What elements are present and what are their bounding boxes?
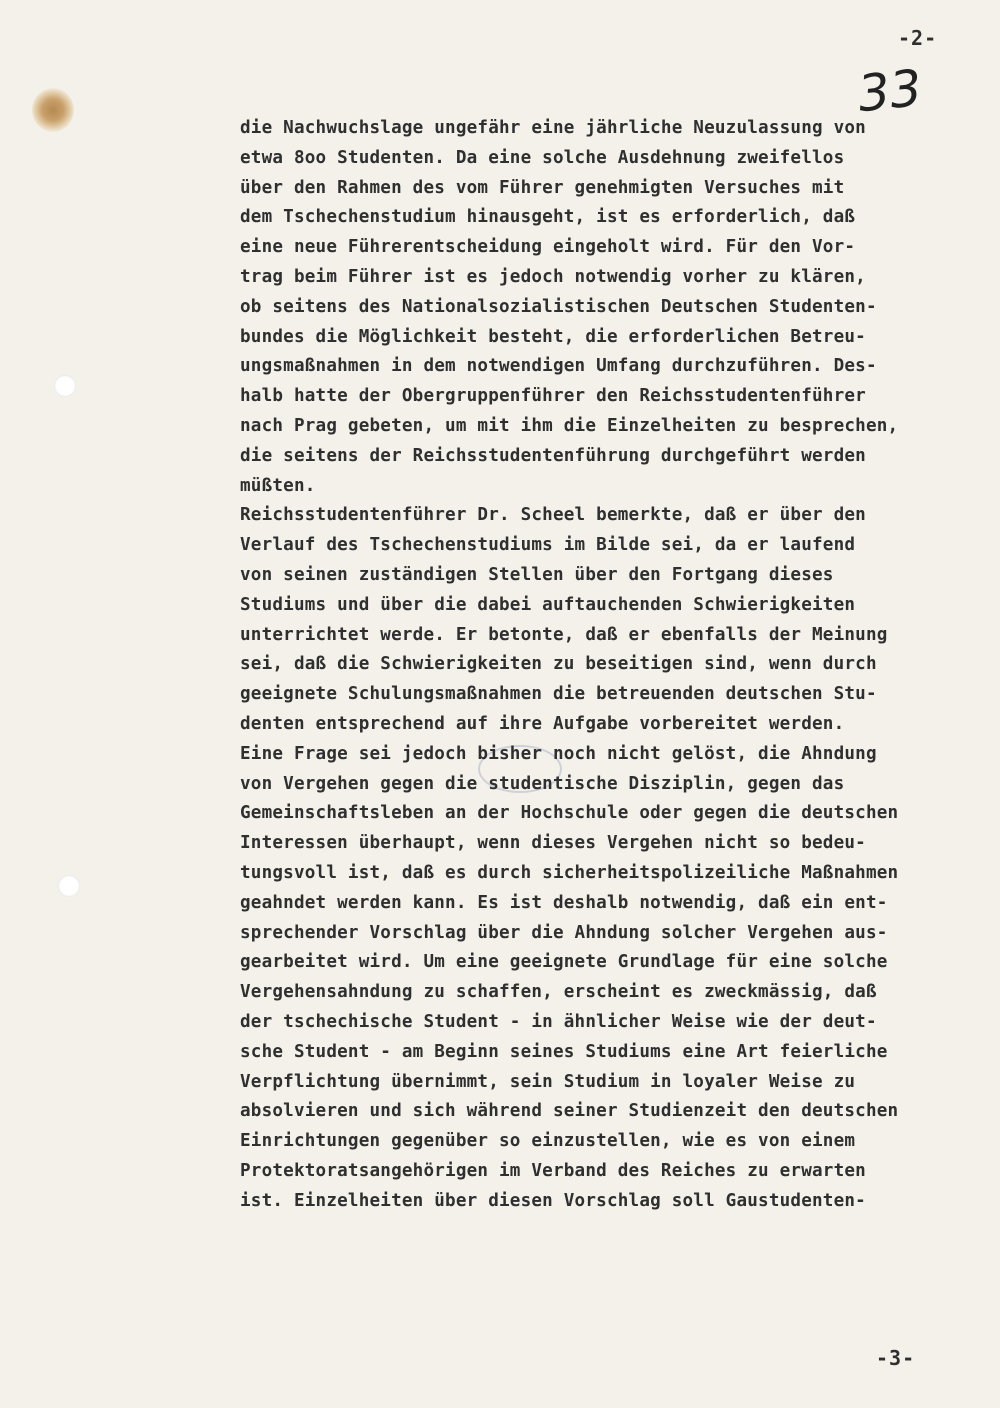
- body-line: die Nachwuchslage ungefähr eine jährliche Neuzulassung von: [240, 118, 866, 138]
- body-line: geahndet werden kann. Es ist deshalb notwendig, daß ein ent-: [240, 892, 888, 913]
- body-line: absolvieren und sich während seiner Studienzeit den deutschen: [240, 1101, 899, 1122]
- body-line: Gemeinschaftsleben an der Hochschule oder gegen die deutschen: [240, 803, 899, 824]
- punch-hole-bottom: [58, 875, 80, 897]
- body-line: etwa 8oo Studenten. Da eine solche Ausdehnung zweifellos: [240, 147, 845, 168]
- body-line: Studiums und über die dabei auftauchenden Schwierigkeiten: [240, 594, 856, 615]
- body-line: sei, daß die Schwierigkeiten zu beseitigen sind, wenn durch: [240, 654, 877, 675]
- body-line: Verpflichtung übernimmt, sein Studium in loyaler Weise zu: [240, 1071, 856, 1092]
- next-page-number: -3-: [876, 1346, 916, 1370]
- body-line: über den Rahmen des vom Führer genehmigten Versuches mit: [240, 177, 845, 198]
- body-line: von Vergehen gegen die studentische Disziplin, gegen das: [240, 773, 845, 794]
- body-line: Reichsstudentenführer Dr. Scheel bemerkte, daß er über den: [240, 505, 866, 526]
- body-line: Eine Frage sei jedoch bisher noch nicht gelöst, die Ahndung: [240, 743, 877, 764]
- body-line: sprechender Vorschlag über die Ahndung solcher Vergehen aus-: [240, 922, 888, 943]
- handwritten-folio-number: 33: [855, 58, 925, 124]
- body-line: eine neue Führerentscheidung eingeholt wird. Für den Vor-: [240, 237, 856, 258]
- body-line: ob seitens des Nationalsozialistischen Deutschen Studenten-: [240, 296, 877, 317]
- body-line: der tschechische Student - in ähnlicher Weise wie der deut-: [240, 1011, 877, 1032]
- body-line: Protektoratsangehörigen im Verband des Reiches zu erwarten: [240, 1160, 866, 1181]
- body-line: müßten.: [240, 475, 316, 496]
- body-line: die seitens der Reichsstudentenführung durchgeführt werden: [240, 445, 866, 466]
- body-line: denten entsprechend auf ihre Aufgabe vorbereitet werden.: [240, 713, 845, 734]
- body-line: bundes die Möglichkeit besteht, die erforderlichen Betreu-: [240, 326, 866, 347]
- page-number: -2-: [898, 26, 938, 50]
- body-line: Verlauf des Tschechenstudiums im Bilde sei, da er laufend: [240, 535, 856, 556]
- body-line: dem Tschechenstudium hinausgeht, ist es erforderlich, daß: [240, 207, 856, 228]
- body-line: geeignete Schulungsmaßnahmen die betreuenden deutschen Stu-: [240, 684, 877, 705]
- body-line: ist. Einzelheiten über diesen Vorschlag soll Gaustudenten-: [240, 1190, 866, 1211]
- typewritten-body: [240, 114, 985, 1216]
- body-line: Vergehensahndung zu schaffen, erscheint es zweckmässig, daß: [240, 982, 877, 1003]
- body-line: nach Prag gebeten, um mit ihm die Einzelheiten zu besprechen,: [240, 415, 899, 436]
- body-line: unterrichtet werde. Er betonte, daß er ebenfalls der Meinung: [240, 624, 888, 645]
- body-line: gearbeitet wird. Um eine geeignete Grundlage für eine solche: [240, 952, 888, 973]
- body-line: Einrichtungen gegenüber so einzustellen, wie es von einem: [240, 1131, 856, 1152]
- body-line: ungsmaßnahmen in dem notwendigen Umfang durchzuführen. Des-: [240, 356, 877, 377]
- body-line: halb hatte der Obergruppenführer den Reichsstudentenführer: [240, 386, 866, 407]
- coffee-stain: [32, 88, 74, 132]
- body-line: sche Student - am Beginn seines Studiums eine Art feierliche: [240, 1041, 888, 1062]
- body-line: von seinen zuständigen Stellen über den Fortgang dieses: [240, 564, 834, 585]
- body-line: tungsvoll ist, daß es durch sicherheitspolizeiliche Maßnahmen: [240, 862, 899, 883]
- body-line: trag beim Führer ist es jedoch notwendig vorher zu klären,: [240, 266, 866, 287]
- body-line: Interessen überhaupt, wenn dieses Vergehen nicht so bedeu-: [240, 833, 866, 854]
- punch-hole-top: [54, 375, 76, 397]
